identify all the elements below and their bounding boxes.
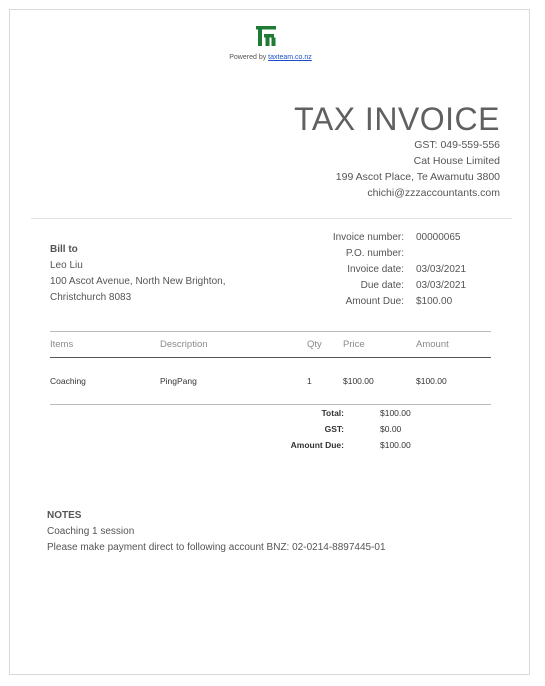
invoice-meta (310, 230, 496, 310)
meta-label: Due date: (360, 280, 404, 291)
sender-email: chichi@zzzaccountants.com (367, 187, 500, 199)
row-price: $100.00 (343, 376, 374, 386)
totals-row-total (50, 405, 491, 421)
meta-row-po-number (310, 246, 496, 262)
totals-label: Total: (321, 408, 344, 418)
meta-row-invoice-number (310, 230, 496, 246)
totals-row-amount-due (50, 437, 491, 453)
bill-to-address-line1: 100 Ascot Avenue, North New Brighton, (50, 276, 226, 287)
notes-line2: Please make payment direct to following account BNZ: 02-0214-8897445-01 (47, 542, 386, 553)
bill-to-block (50, 242, 225, 306)
sender-company: Cat House Limited (413, 155, 500, 167)
notes-line1: Coaching 1 session (47, 526, 135, 537)
sender-gst: GST: 049-559-556 (414, 139, 500, 151)
meta-label: P.O. number: (345, 248, 404, 259)
powered-by-text (10, 54, 531, 61)
totals-value: $0.00 (380, 424, 402, 434)
meta-value (416, 246, 496, 262)
taxteam-link[interactable]: taxteam.co.nz (268, 54, 312, 61)
bill-to-name: Leo Liu (50, 260, 83, 271)
column-header-description: Description (160, 339, 208, 350)
taxteam-logo-icon (256, 26, 276, 46)
row-qty: 1 (307, 376, 312, 386)
bill-to-address-line2: Christchurch 8083 (50, 292, 132, 303)
invoice-title: TAX INVOICE (294, 101, 500, 137)
meta-label: Invoice date: (347, 264, 404, 275)
totals-block (50, 405, 491, 453)
invoice-page (9, 9, 530, 675)
column-header-items: Items (50, 339, 74, 350)
meta-value: 00000065 (416, 232, 461, 243)
sender-address: 199 Ascot Place, Te Awamutu 3800 (335, 171, 500, 183)
meta-label: Amount Due: (345, 296, 404, 307)
column-header-amount: Amount (416, 339, 449, 350)
notes-block (47, 508, 386, 556)
column-header-price: Price (343, 339, 365, 350)
column-header-qty: Qty (307, 339, 322, 350)
meta-row-due-date (310, 278, 496, 294)
totals-value: $100.00 (380, 440, 411, 450)
row-amount: $100.00 (416, 376, 447, 386)
table-row (50, 358, 491, 405)
table-header-row (50, 332, 491, 358)
totals-label: Amount Due: (290, 440, 344, 450)
row-description: PingPang (160, 376, 197, 386)
header-divider (31, 218, 512, 219)
meta-value: 03/03/2021 (416, 280, 467, 291)
powered-by-prefix: Powered by (229, 54, 267, 61)
meta-label: Invoice number: (332, 232, 404, 243)
totals-value: $100.00 (380, 408, 411, 418)
meta-value: $100.00 (416, 296, 453, 307)
totals-label: GST: (324, 424, 344, 434)
sender-block (336, 137, 500, 201)
meta-row-invoice-date (310, 262, 496, 278)
bill-to-heading: Bill to (50, 244, 78, 255)
meta-row-amount-due (310, 294, 496, 310)
row-item: Coaching (50, 376, 86, 386)
items-table (50, 331, 491, 405)
notes-heading: NOTES (47, 510, 82, 521)
totals-row-gst (50, 421, 491, 437)
meta-value: 03/03/2021 (416, 264, 467, 275)
